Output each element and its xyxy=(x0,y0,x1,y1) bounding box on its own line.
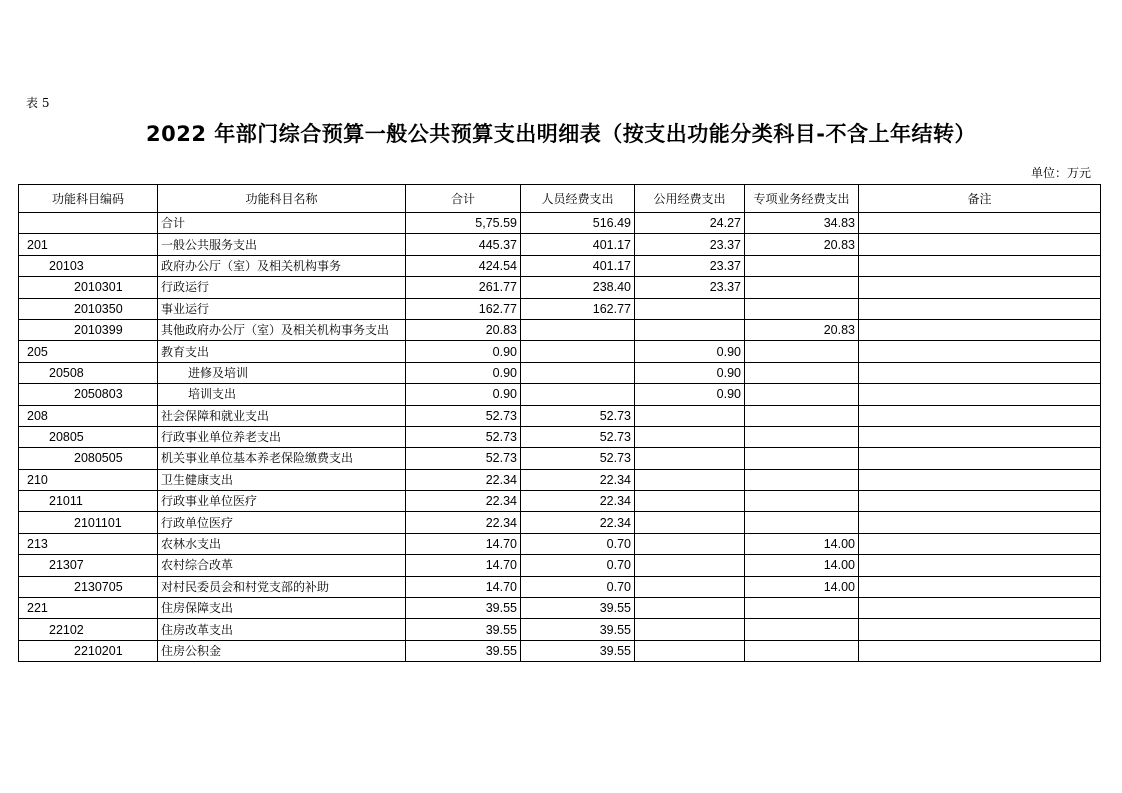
cell-personnel: 0.70 xyxy=(521,576,635,597)
cell-special xyxy=(745,298,859,319)
cell-personnel: 39.55 xyxy=(521,619,635,640)
cell-name: 住房保障支出 xyxy=(158,598,406,619)
cell-public xyxy=(635,319,745,340)
cell-total: 261.77 xyxy=(406,277,521,298)
cell-name: 住房改革支出 xyxy=(158,619,406,640)
cell-code: 2210201 xyxy=(19,640,158,661)
table-row xyxy=(19,426,1101,447)
cell-code: 205 xyxy=(19,341,158,362)
column-header-name: 功能科目名称 xyxy=(158,185,406,213)
cell-personnel: 52.73 xyxy=(521,448,635,469)
column-header-note: 备注 xyxy=(859,185,1101,213)
cell-code: 2130705 xyxy=(19,576,158,597)
cell-special: 14.00 xyxy=(745,533,859,554)
table-row xyxy=(19,491,1101,512)
cell-public: 23.37 xyxy=(635,277,745,298)
cell-note xyxy=(859,384,1101,405)
cell-personnel: 401.17 xyxy=(521,255,635,276)
cell-name: 住房公积金 xyxy=(158,640,406,661)
cell-note xyxy=(859,448,1101,469)
cell-total: 22.34 xyxy=(406,491,521,512)
cell-name: 卫生健康支出 xyxy=(158,469,406,490)
cell-code: 201 xyxy=(19,234,158,255)
table-row xyxy=(19,341,1101,362)
cell-personnel xyxy=(521,384,635,405)
table-row xyxy=(19,255,1101,276)
table-row xyxy=(19,384,1101,405)
cell-public xyxy=(635,619,745,640)
cell-special xyxy=(745,426,859,447)
column-header-public: 公用经费支出 xyxy=(635,185,745,213)
cell-note xyxy=(859,469,1101,490)
cell-name: 事业运行 xyxy=(158,298,406,319)
cell-personnel: 52.73 xyxy=(521,426,635,447)
cell-note xyxy=(859,640,1101,661)
cell-special xyxy=(745,341,859,362)
cell-code: 2080505 xyxy=(19,448,158,469)
cell-name: 行政运行 xyxy=(158,277,406,298)
cell-public xyxy=(635,405,745,426)
table-row xyxy=(19,619,1101,640)
cell-personnel xyxy=(521,341,635,362)
cell-public xyxy=(635,533,745,554)
cell-personnel: 39.55 xyxy=(521,598,635,619)
cell-code: 22102 xyxy=(19,619,158,640)
cell-note xyxy=(859,405,1101,426)
cell-note xyxy=(859,619,1101,640)
cell-special xyxy=(745,448,859,469)
cell-code: 20805 xyxy=(19,426,158,447)
cell-public xyxy=(635,640,745,661)
cell-special xyxy=(745,512,859,533)
cell-code: 21307 xyxy=(19,555,158,576)
cell-note xyxy=(859,512,1101,533)
cell-code: 2101101 xyxy=(19,512,158,533)
cell-public xyxy=(635,298,745,319)
cell-special xyxy=(745,640,859,661)
cell-personnel: 22.34 xyxy=(521,469,635,490)
cell-special: 34.83 xyxy=(745,213,859,234)
cell-code: 2010301 xyxy=(19,277,158,298)
cell-total: 22.34 xyxy=(406,469,521,490)
cell-personnel: 22.34 xyxy=(521,491,635,512)
table-row xyxy=(19,213,1101,234)
cell-public: 0.90 xyxy=(635,384,745,405)
cell-name: 对村民委员会和村党支部的补助 xyxy=(158,576,406,597)
cell-name: 培训支出 xyxy=(158,384,406,405)
cell-total: 52.73 xyxy=(406,448,521,469)
cell-code: 2010399 xyxy=(19,319,158,340)
cell-public: 23.37 xyxy=(635,234,745,255)
cell-personnel: 238.40 xyxy=(521,277,635,298)
cell-special xyxy=(745,255,859,276)
cell-special xyxy=(745,405,859,426)
table-row xyxy=(19,362,1101,383)
cell-special xyxy=(745,362,859,383)
cell-name: 机关事业单位基本养老保险缴费支出 xyxy=(158,448,406,469)
table-row xyxy=(19,512,1101,533)
cell-note xyxy=(859,555,1101,576)
cell-note xyxy=(859,341,1101,362)
cell-note xyxy=(859,213,1101,234)
unit-label: 单位：万元 xyxy=(1030,166,1091,180)
cell-personnel: 22.34 xyxy=(521,512,635,533)
cell-note xyxy=(859,576,1101,597)
table-row xyxy=(19,234,1101,255)
cell-note xyxy=(859,598,1101,619)
cell-total: 52.73 xyxy=(406,405,521,426)
cell-public xyxy=(635,576,745,597)
cell-name: 进修及培训 xyxy=(158,362,406,383)
cell-note xyxy=(859,362,1101,383)
cell-name: 政府办公厅（室）及相关机构事务 xyxy=(158,255,406,276)
table-row xyxy=(19,533,1101,554)
cell-total: 0.90 xyxy=(406,341,521,362)
cell-name: 行政事业单位养老支出 xyxy=(158,426,406,447)
cell-special xyxy=(745,277,859,298)
table-row xyxy=(19,405,1101,426)
cell-note xyxy=(859,426,1101,447)
cell-personnel: 0.70 xyxy=(521,533,635,554)
cell-special xyxy=(745,491,859,512)
cell-public: 23.37 xyxy=(635,255,745,276)
cell-special: 14.00 xyxy=(745,576,859,597)
cell-total: 0.90 xyxy=(406,384,521,405)
cell-note xyxy=(859,234,1101,255)
cell-public: 0.90 xyxy=(635,341,745,362)
cell-total: 14.70 xyxy=(406,533,521,554)
cell-code: 2010350 xyxy=(19,298,158,319)
cell-total: 52.73 xyxy=(406,426,521,447)
column-header-code: 功能科目编码 xyxy=(19,185,158,213)
cell-name: 农林水支出 xyxy=(158,533,406,554)
cell-name: 农村综合改革 xyxy=(158,555,406,576)
cell-personnel: 401.17 xyxy=(521,234,635,255)
cell-total: 14.70 xyxy=(406,555,521,576)
table-row xyxy=(19,277,1101,298)
cell-note xyxy=(859,533,1101,554)
cell-note xyxy=(859,491,1101,512)
table-row xyxy=(19,640,1101,661)
cell-code: 21011 xyxy=(19,491,158,512)
cell-code: 213 xyxy=(19,533,158,554)
cell-personnel xyxy=(521,362,635,383)
cell-total: 445.37 xyxy=(406,234,521,255)
cell-public: 24.27 xyxy=(635,213,745,234)
cell-code: 208 xyxy=(19,405,158,426)
cell-total: 22.34 xyxy=(406,512,521,533)
cell-total: 5,75.59 xyxy=(406,213,521,234)
cell-public xyxy=(635,426,745,447)
column-header-total: 合计 xyxy=(406,185,521,213)
cell-personnel xyxy=(521,319,635,340)
table-number-label: 表 5 xyxy=(26,96,50,110)
table-row xyxy=(19,469,1101,490)
cell-public xyxy=(635,555,745,576)
table-header xyxy=(19,185,1101,213)
cell-name: 社会保障和就业支出 xyxy=(158,405,406,426)
cell-special xyxy=(745,619,859,640)
cell-personnel: 52.73 xyxy=(521,405,635,426)
cell-public xyxy=(635,491,745,512)
cell-total: 39.55 xyxy=(406,640,521,661)
budget-table xyxy=(18,184,1101,662)
cell-code: 20103 xyxy=(19,255,158,276)
cell-code: 20508 xyxy=(19,362,158,383)
cell-special xyxy=(745,598,859,619)
cell-name: 其他政府办公厅（室）及相关机构事务支出 xyxy=(158,319,406,340)
cell-special xyxy=(745,469,859,490)
column-header-personnel: 人员经费支出 xyxy=(521,185,635,213)
cell-note xyxy=(859,298,1101,319)
cell-note xyxy=(859,255,1101,276)
cell-total: 424.54 xyxy=(406,255,521,276)
cell-special: 20.83 xyxy=(745,234,859,255)
table-row xyxy=(19,319,1101,340)
cell-personnel: 162.77 xyxy=(521,298,635,319)
table-row xyxy=(19,598,1101,619)
cell-public xyxy=(635,512,745,533)
column-header-special: 专项业务经费支出 xyxy=(745,185,859,213)
table-row xyxy=(19,298,1101,319)
cell-special: 20.83 xyxy=(745,319,859,340)
header-row xyxy=(19,185,1101,213)
cell-name: 行政单位医疗 xyxy=(158,512,406,533)
cell-total: 20.83 xyxy=(406,319,521,340)
cell-public: 0.90 xyxy=(635,362,745,383)
cell-code: 2050803 xyxy=(19,384,158,405)
cell-personnel: 516.49 xyxy=(521,213,635,234)
table-row xyxy=(19,576,1101,597)
cell-note xyxy=(859,319,1101,340)
cell-total: 39.55 xyxy=(406,619,521,640)
cell-total: 0.90 xyxy=(406,362,521,383)
document-title: 2022 年部门综合预算一般公共预算支出明细表（按支出功能分类科目-不含上年结转） xyxy=(146,122,976,146)
cell-special xyxy=(745,384,859,405)
cell-name: 一般公共服务支出 xyxy=(158,234,406,255)
cell-public xyxy=(635,448,745,469)
cell-name: 教育支出 xyxy=(158,341,406,362)
table-row xyxy=(19,555,1101,576)
cell-total: 39.55 xyxy=(406,598,521,619)
cell-personnel: 39.55 xyxy=(521,640,635,661)
cell-public xyxy=(635,469,745,490)
cell-note xyxy=(859,277,1101,298)
table-row xyxy=(19,448,1101,469)
cell-code: 210 xyxy=(19,469,158,490)
cell-total: 14.70 xyxy=(406,576,521,597)
cell-name: 合计 xyxy=(158,213,406,234)
cell-name: 行政事业单位医疗 xyxy=(158,491,406,512)
table-body xyxy=(19,213,1101,662)
cell-personnel: 0.70 xyxy=(521,555,635,576)
cell-special: 14.00 xyxy=(745,555,859,576)
cell-code: 221 xyxy=(19,598,158,619)
cell-total: 162.77 xyxy=(406,298,521,319)
cell-public xyxy=(635,598,745,619)
cell-code xyxy=(19,213,158,234)
